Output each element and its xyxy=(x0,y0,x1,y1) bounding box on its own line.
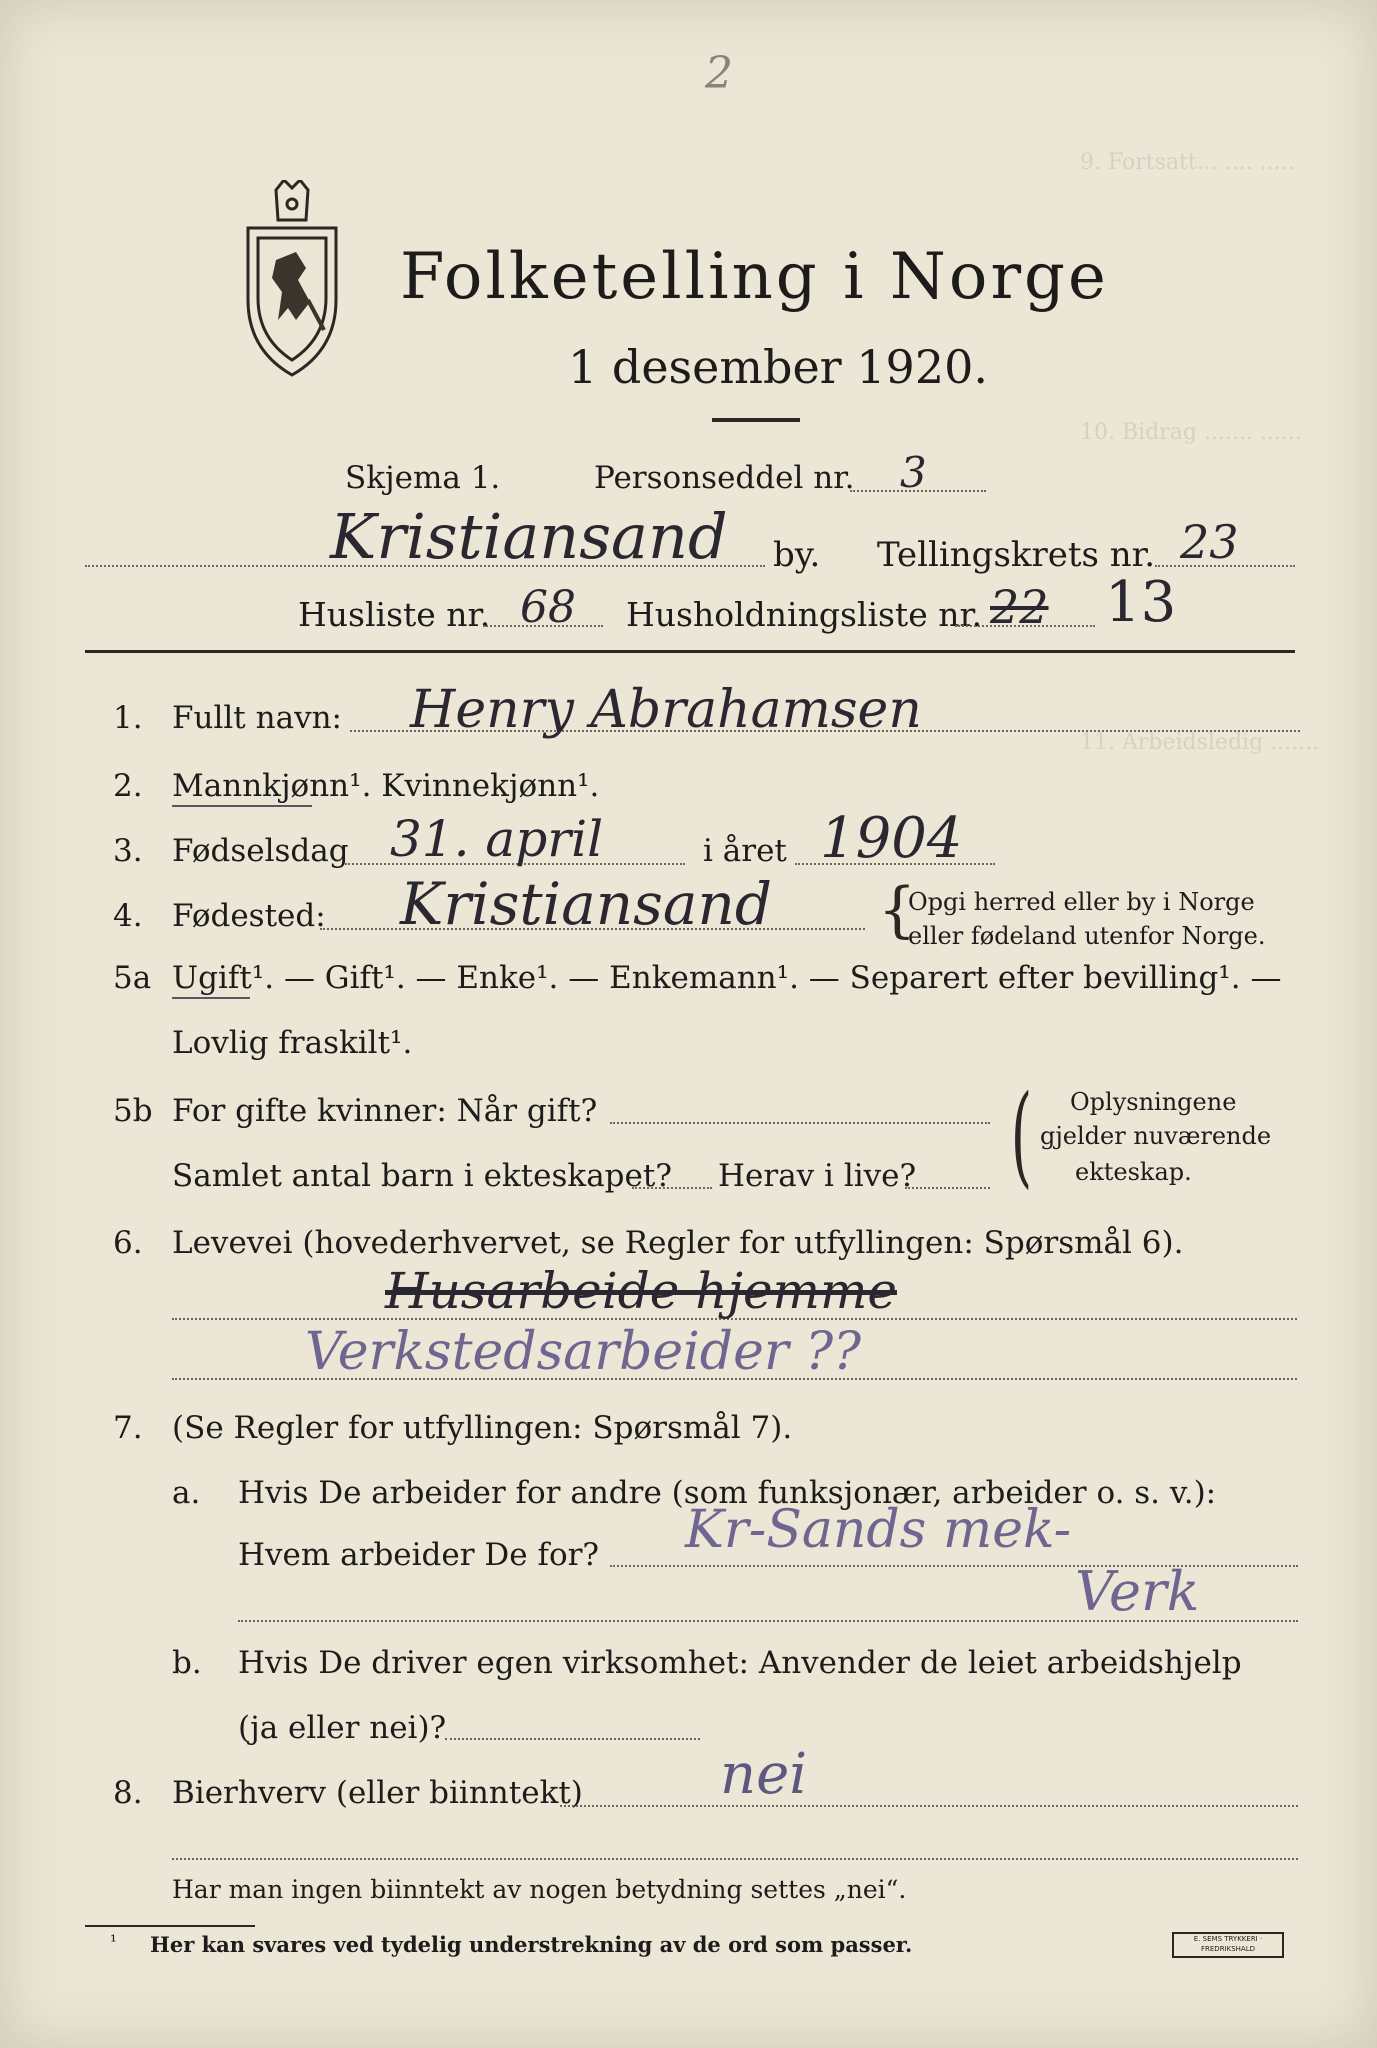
q7a-value-line1: Kr-Sands mek- xyxy=(685,1500,1072,1560)
q5b-children-field-line xyxy=(632,1187,712,1189)
footnote-text: Her kan svares ved tydelig understrekning av de ord som passer. xyxy=(150,1932,913,1957)
husholdning-label: Husholdningsliste nr. xyxy=(626,595,983,634)
q6-value: Verkstedsarbeider ?? xyxy=(305,1322,862,1382)
footnote-rule xyxy=(85,1925,255,1927)
q8-field-line xyxy=(560,1805,1298,1807)
q7b-field-line xyxy=(445,1738,700,1740)
q5b-note-line1: Oplysningene xyxy=(1070,1088,1237,1116)
bleed-through-text: 11. Arbeidsledig ....... xyxy=(1080,730,1320,755)
q7b-line1: Hvis De driver egen virksomhet: Anvender de leiet arbeidshjelp xyxy=(238,1645,1242,1681)
q5a-selection-underline xyxy=(172,997,250,999)
q4-number: 4. xyxy=(113,898,143,934)
q1-number: 1. xyxy=(113,700,143,736)
q5b-label1: For gifte kvinner: Når gift? xyxy=(172,1093,598,1129)
q4-note-line1: Opgi herred eller by i Norge xyxy=(908,888,1255,916)
q7-label: (Se Regler for utfyllingen: Spørsmål 7). xyxy=(172,1410,793,1446)
q7a-letter: a. xyxy=(172,1475,201,1511)
q5b-note-line2: gjelder nuværende xyxy=(1040,1122,1272,1150)
q5b-married-field-line xyxy=(610,1122,990,1124)
husliste-value: 68 xyxy=(520,582,576,633)
q3-day-value: 31. april xyxy=(390,810,604,868)
form-date: 1 desember 1920. xyxy=(568,340,988,394)
form-title: Folketelling i Norge xyxy=(400,240,1109,314)
q5b-note-line3: ekteskap. xyxy=(1075,1158,1192,1186)
q6-number: 6. xyxy=(113,1225,143,1261)
husholdning-struck-value: 22 xyxy=(990,580,1049,634)
q4-place-value: Kristiansand xyxy=(400,870,772,938)
q7a-line2: Hvem arbeider De for? xyxy=(238,1537,600,1573)
q8-value: nei xyxy=(720,1742,808,1807)
footnote-mark: ¹ xyxy=(110,1932,117,1952)
husholdning-value: 13 xyxy=(1105,570,1177,635)
q2-label: Mannkjønn¹. Kvinnekjønn¹. xyxy=(172,768,600,804)
title-divider xyxy=(712,418,800,422)
q2-selection-underline xyxy=(172,805,312,807)
q3-year-value: 1904 xyxy=(820,806,963,871)
pencil-annotation: 2 xyxy=(705,48,733,99)
q3-label: Fødselsdag xyxy=(172,833,349,869)
q5b-alive-field-line xyxy=(905,1187,990,1189)
q7b-line2: (ja eller nei)? xyxy=(238,1710,447,1746)
q7b-letter: b. xyxy=(172,1645,202,1681)
tellingskrets-value: 23 xyxy=(1180,515,1239,569)
tellingskrets-label: Tellingskrets nr. xyxy=(877,535,1156,575)
q3-number: 3. xyxy=(113,833,143,869)
q8-field-line-2 xyxy=(172,1858,1298,1860)
q6-label: Levevei (hovederhvervet, se Regler for utfyllingen: Spørsmål 6). xyxy=(172,1225,1184,1261)
personseddel-label: Personseddel nr. xyxy=(594,460,855,496)
footer-note: Har man ingen biinntekt av nogen betydning settes „nei“. xyxy=(172,1875,907,1904)
q1-label: Fullt navn: xyxy=(172,700,342,736)
schema-label: Skjema 1. xyxy=(345,460,501,496)
q7a-line1: Hvis De arbeider for andre (som funksjonær, arbeider o. s. v.): xyxy=(238,1475,1217,1511)
q5a-number: 5a xyxy=(113,960,152,996)
q4-brace: { xyxy=(878,875,917,945)
q8-number: 8. xyxy=(113,1775,143,1811)
q7a-value-line2: Verk xyxy=(1075,1560,1200,1623)
q4-note-line2: eller fødeland utenfor Norge. xyxy=(908,922,1266,950)
q5b-label3: Herav i live? xyxy=(718,1158,917,1194)
q5b-number: 5b xyxy=(113,1093,153,1129)
q8-label: Bierhverv (eller biinntekt) xyxy=(172,1775,583,1811)
q5b-brace: ( xyxy=(1010,1071,1033,1199)
q2-number: 2. xyxy=(113,768,143,804)
q1-name-value: Henry Abrahamsen xyxy=(410,680,922,740)
q5a-line2: Lovlig fraskilt¹. xyxy=(172,1025,413,1061)
q6-struck-value: Husarbeide hjemme xyxy=(385,1262,897,1320)
personseddel-value: 3 xyxy=(900,448,927,497)
bleed-through-text: 10. Bidrag ....... ...... xyxy=(1080,420,1302,445)
q7-number: 7. xyxy=(113,1410,143,1446)
printer-mark: E. SEMS TRYKKERI · FREDRIKSHALD xyxy=(1172,1932,1284,1958)
city-suffix: by. xyxy=(773,535,821,575)
q5a-line1: Ugift¹. — Gift¹. — Enke¹. — Enkemann¹. — Separert efter bevilling¹. — xyxy=(172,960,1282,996)
coat-of-arms-icon xyxy=(236,180,348,380)
q4-label: Fødested: xyxy=(172,898,326,934)
q3-year-label: i året xyxy=(703,833,787,869)
bleed-through-text: 9. Fortsatt... .... ..... xyxy=(1080,150,1295,175)
husliste-label: Husliste nr. xyxy=(298,595,491,634)
q5b-label2: Samlet antal barn i ekteskapet? xyxy=(172,1158,672,1194)
city-value: Kristiansand xyxy=(330,500,728,573)
header-rule xyxy=(85,650,1295,653)
